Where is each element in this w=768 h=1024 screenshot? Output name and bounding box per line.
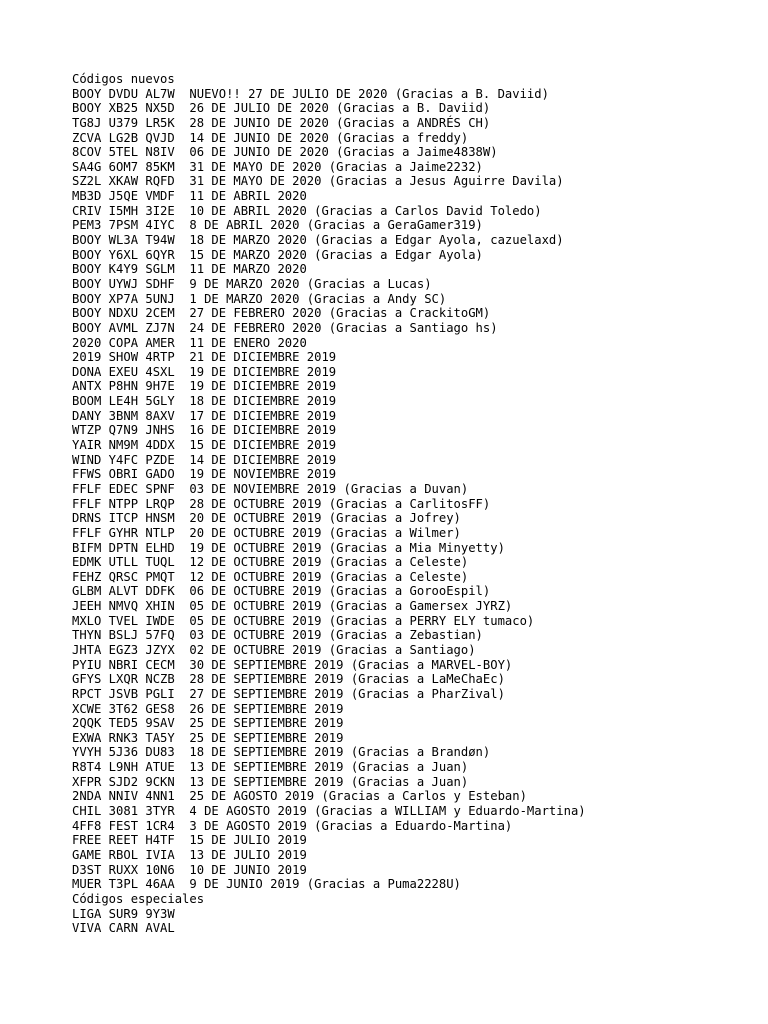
code-line: GLBM ALVT DDFK 06 DE OCTUBRE 2019 (Gracias a GorooEspil)	[72, 584, 491, 599]
code-line: 4FF8 FEST 1CR4 3 DE AGOSTO 2019 (Gracias a Eduardo-Martina)	[72, 818, 513, 833]
code-line: BOOY WL3A T94W 18 DE MARZO 2020 (Gracias a Edgar Ayola, cazuelaxd)	[72, 233, 564, 248]
code-line: TG8J U379 LR5K 28 DE JUNIO DE 2020 (Gracias a ANDRÉS CH)	[72, 115, 491, 130]
code-line: PYIU NBRI CECM 30 DE SEPTIEMBRE 2019 (Gracias a MARVEL-BOY)	[72, 657, 513, 672]
code-line: 8COV 5TEL N8IV 06 DE JUNIO DE 2020 (Gracias a Jaime4838W)	[72, 145, 498, 160]
code-line: PEM3 7PSM 4IYC 8 DE ABRIL 2020 (Gracias a GeraGamer319)	[72, 218, 483, 233]
code-line: MXLO TVEL IWDE 05 DE OCTUBRE 2019 (Gracias a PERRY ELY tumaco)	[72, 613, 535, 628]
code-line: D3ST RUXX 10N6 10 DE JUNIO 2019	[72, 862, 307, 877]
code-line: VIVA CARN AVAL	[72, 921, 175, 936]
code-line: 2NDA NNIV 4NN1 25 DE AGOSTO 2019 (Gracias a Carlos y Esteban)	[72, 789, 527, 804]
code-line: GAME RBOL IVIA 13 DE JULIO 2019	[72, 847, 307, 862]
code-line: YVYH 5J36 DU83 18 DE SEPTIEMBRE 2019 (Gracias a Brandøn)	[72, 745, 491, 760]
code-line: MUER T3PL 46AA 9 DE JUNIO 2019 (Gracias a Puma2228U)	[72, 877, 461, 892]
code-line: BOOY AVML ZJ7N 24 DE FEBRERO 2020 (Gracias a Santiago hs)	[72, 320, 498, 335]
code-line: JHTA EGZ3 JZYX 02 DE OCTUBRE 2019 (Gracias a Santiago)	[72, 642, 476, 657]
code-line: BOOY DVDU AL7W NUEVO!! 27 DE JULIO DE 2020 (Gracias a B. Daviid)	[72, 86, 549, 101]
code-line: BOOY XB25 NX5D 26 DE JULIO DE 2020 (Gracias a B. Daviid)	[72, 101, 491, 116]
code-line: FREE REET H4TF 15 DE JULIO 2019	[72, 833, 307, 848]
code-line: DANY 3BNM 8AXV 17 DE DICIEMBRE 2019	[72, 408, 337, 423]
code-line: FFWS OBRI GADO 19 DE NOVIEMBRE 2019	[72, 467, 337, 482]
code-line: JEEH NMVQ XHIN 05 DE OCTUBRE 2019 (Gracias a Gamersex JYRZ)	[72, 599, 513, 614]
code-line: XFPR SJD2 9CKN 13 DE SEPTIEMBRE 2019 (Gracias a Juan)	[72, 774, 469, 789]
code-line: WIND Y4FC PZDE 14 DE DICIEMBRE 2019	[72, 452, 337, 467]
code-line: DRNS ITCP HNSM 20 DE OCTUBRE 2019 (Gracias a Jofrey)	[72, 511, 461, 526]
code-line: LIGA SUR9 9Y3W	[72, 906, 175, 921]
section-heading: Códigos nuevos	[72, 72, 175, 86]
code-line: FFLF GYHR NTLP 20 DE OCTUBRE 2019 (Gracias a Wilmer)	[72, 525, 461, 540]
code-line: BIFM DPTN ELHD 19 DE OCTUBRE 2019 (Gracias a Mia Minyetty)	[72, 540, 505, 555]
code-line: R8T4 L9NH ATUE 13 DE SEPTIEMBRE 2019 (Gracias a Juan)	[72, 760, 469, 775]
code-line: YAIR NM9M 4DDX 15 DE DICIEMBRE 2019	[72, 438, 337, 453]
code-line: SA4G 6OM7 85KM 31 DE MAYO DE 2020 (Gracias a Jaime2232)	[72, 159, 483, 174]
code-line: GFYS LXQR NCZB 28 DE SEPTIEMBRE 2019 (Gracias a LaMeChaEc)	[72, 672, 505, 687]
code-line: BOOY UYWJ SDHF 9 DE MARZO 2020 (Gracias a Lucas)	[72, 276, 432, 291]
code-line: ZCVA LG2B QVJD 14 DE JUNIO DE 2020 (Gracias a freddy)	[72, 130, 469, 145]
code-line: WTZP Q7N9 JNHS 16 DE DICIEMBRE 2019	[72, 423, 337, 438]
code-line: FEHZ QRSC PMQT 12 DE OCTUBRE 2019 (Gracias a Celeste)	[72, 569, 469, 584]
codes-document	[72, 72, 586, 936]
code-line: 2019 SHOW 4RTP 21 DE DICIEMBRE 2019	[72, 350, 337, 365]
section-heading: Códigos especiales	[72, 891, 205, 906]
code-line: 2020 COPA AMER 11 DE ENERO 2020	[72, 335, 307, 350]
code-line: BOOY NDXU 2CEM 27 DE FEBRERO 2020 (Gracias a CrackitoGM)	[72, 306, 491, 321]
code-line: RPCT JSVB PGLI 27 DE SEPTIEMBRE 2019 (Gracias a PharZival)	[72, 686, 505, 701]
code-line: BOOY XP7A 5UNJ 1 DE MARZO 2020 (Gracias a Andy SC)	[72, 291, 447, 306]
code-line: ANTX P8HN 9H7E 19 DE DICIEMBRE 2019	[72, 379, 337, 394]
code-line: CHIL 3081 3TYR 4 DE AGOSTO 2019 (Gracias a WILLIAM y Eduardo-Martina)	[72, 804, 586, 819]
code-line: MB3D J5QE VMDF 11 DE ABRIL 2020	[72, 189, 307, 204]
code-line: DONA EXEU 4SXL 19 DE DICIEMBRE 2019	[72, 364, 337, 379]
code-line: FFLF EDEC SPNF 03 DE NOVIEMBRE 2019 (Gracias a Duvan)	[72, 481, 469, 496]
code-line: BOOY Y6XL 6QYR 15 DE MARZO 2020 (Gracias a Edgar Ayola)	[72, 247, 483, 262]
code-line: THYN BSLJ 57FQ 03 DE OCTUBRE 2019 (Gracias a Zebastian)	[72, 628, 483, 643]
code-line: XCWE 3T62 GES8 26 DE SEPTIEMBRE 2019	[72, 701, 344, 716]
code-line: EDMK UTLL TUQL 12 DE OCTUBRE 2019 (Gracias a Celeste)	[72, 555, 469, 570]
code-line: EXWA RNK3 TA5Y 25 DE SEPTIEMBRE 2019	[72, 730, 344, 745]
code-line: BOOM LE4H 5GLY 18 DE DICIEMBRE 2019	[72, 394, 337, 409]
code-line: CRIV I5MH 3I2E 10 DE ABRIL 2020 (Gracias a Carlos David Toledo)	[72, 203, 542, 218]
code-line: 2QQK TED5 9SAV 25 DE SEPTIEMBRE 2019	[72, 716, 344, 731]
code-line: SZ2L XKAW RQFD 31 DE MAYO DE 2020 (Gracias a Jesus Aguirre Davila)	[72, 174, 564, 189]
code-line: BOOY K4Y9 SGLM 11 DE MARZO 2020	[72, 262, 307, 277]
code-line: FFLF NTPP LRQP 28 DE OCTUBRE 2019 (Gracias a CarlitosFF)	[72, 496, 491, 511]
